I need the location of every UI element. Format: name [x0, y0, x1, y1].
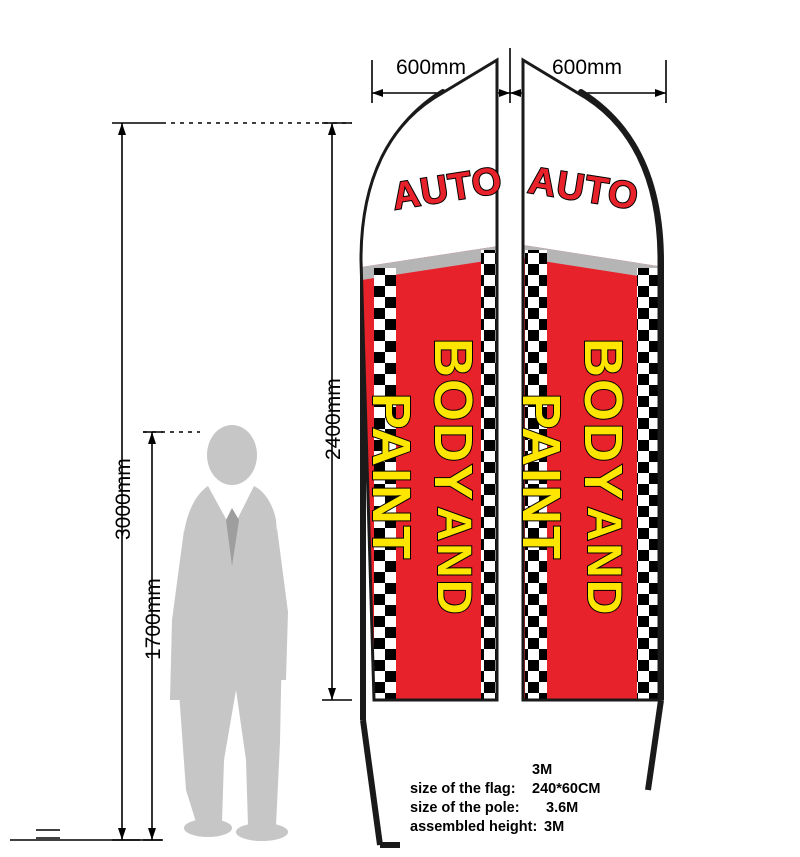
spec-value-0: 3M	[532, 762, 553, 778]
flag-left-top-text: AUTO	[389, 159, 506, 219]
dimension-label-flag-height: 2400mm	[322, 378, 345, 460]
flag-left-line-2: AND	[427, 506, 480, 617]
flag-right-line-3: PAINT	[511, 393, 571, 561]
flag-right-top-text: AUTO	[525, 159, 642, 219]
flag-left-line-1: BODY	[423, 337, 483, 502]
spec-label-assembled-height: assembled height:	[410, 819, 538, 835]
spec-block	[410, 762, 730, 835]
spec-label-flag-size: size of the flag:	[410, 781, 516, 797]
dimension-label-total-height: 3000mm	[112, 458, 135, 540]
flag-right-line-1: BODY	[573, 337, 633, 502]
dimension-label-width-right: 600mm	[552, 56, 623, 79]
flag-left-line-3: PAINT	[361, 393, 421, 561]
dimension-label-width-left: 600mm	[396, 56, 467, 79]
spec-label-pole-size: size of the pole:	[410, 800, 520, 816]
flag-right-body	[511, 262, 634, 692]
spec-value-pole-size: 3.6M	[546, 800, 579, 816]
dimension-label-person-height: 1700mm	[142, 578, 165, 660]
person-silhouette	[170, 425, 288, 841]
spec-value-assembled-height: 3M	[544, 819, 565, 835]
flag-right-line-2: AND	[577, 506, 630, 617]
flag-left-body	[361, 262, 484, 692]
spec-value-flag-size: 240*60CM	[532, 781, 601, 797]
